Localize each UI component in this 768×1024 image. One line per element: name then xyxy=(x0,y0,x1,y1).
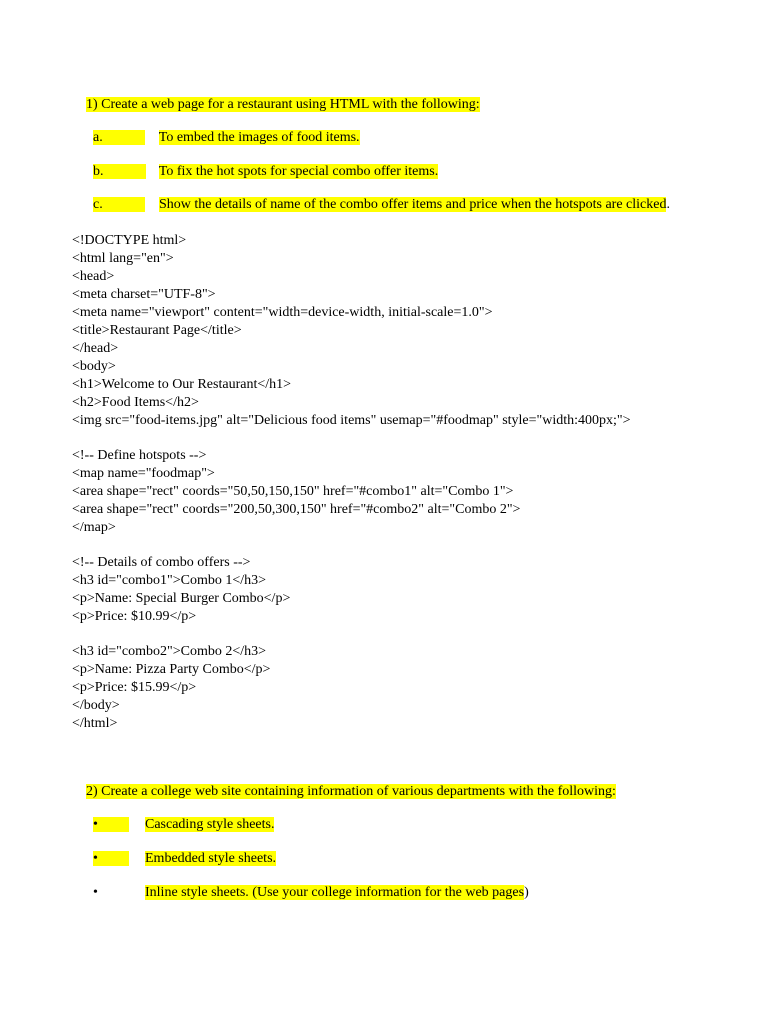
code-line: <p>Name: Pizza Party Combo</p> xyxy=(72,662,271,677)
code-line: <p>Name: Special Burger Combo</p> xyxy=(72,591,291,606)
list-item-trailing: ) xyxy=(524,885,529,900)
bullet-icon: • xyxy=(93,817,98,832)
list-marker-text: b. xyxy=(93,164,104,179)
code-line: <h3 id="combo1">Combo 1</h3> xyxy=(72,573,267,588)
list-item: Show the details of name of the combo offer items and price when the hotspots are clicked. xyxy=(159,197,670,212)
code-line: </body> xyxy=(72,698,120,713)
code-line: <head> xyxy=(72,269,115,284)
section1-heading-text: 1) Create a web page for a restaurant using HTML with the following: xyxy=(86,97,480,112)
list-item-trailing: . xyxy=(666,197,670,212)
list-item: To embed the images of food items. xyxy=(158,130,360,145)
code-line: <area shape="rect" coords="50,50,150,150" href="#combo1" alt="Combo 1"> xyxy=(72,484,514,499)
list-marker-text: a. xyxy=(93,130,103,145)
code-line: <html lang="en"> xyxy=(72,251,174,266)
code-line: <h3 id="combo2">Combo 2</h3> xyxy=(72,644,267,659)
list-marker-text: c. xyxy=(93,197,103,212)
list-marker xyxy=(72,178,145,232)
code-line: <!-- Details of combo offers --> xyxy=(72,555,251,570)
code-line: </html> xyxy=(72,716,118,731)
code-line: </head> xyxy=(72,341,119,356)
code-line: <body> xyxy=(72,359,116,374)
code-line: <area shape="rect" coords="200,50,300,150" href="#combo2" alt="Combo 2"> xyxy=(72,502,521,517)
code-line: <p>Price: $15.99</p> xyxy=(72,680,197,695)
section2-heading-text: 2) Create a college web site containing information of various departments with the following: xyxy=(86,784,616,799)
list-item: Inline style sheets. (Use your college information for the web pages) xyxy=(145,885,529,900)
code-line: <h1>Welcome to Our Restaurant</h1> xyxy=(72,377,292,392)
code-line: <title>Restaurant Page</title> xyxy=(72,323,242,338)
code-line: <h2>Food Items</h2> xyxy=(72,395,199,410)
code-line: <p>Price: $10.99</p> xyxy=(72,609,197,624)
bullet-icon: • xyxy=(93,885,98,900)
code-line: <meta charset="UTF-8"> xyxy=(72,287,216,302)
code-line: <!DOCTYPE html> xyxy=(72,233,187,248)
code-line: <map name="foodmap"> xyxy=(72,466,215,481)
bullet-marker xyxy=(72,866,98,920)
code-line: <img src="food-items.jpg" alt="Delicious food items" usemap="#foodmap" style="width:400px;"> xyxy=(72,413,631,428)
code-line: <!-- Define hotspots --> xyxy=(72,448,207,463)
code-line: <meta name="viewport" content="width=device-width, initial-scale=1.0"> xyxy=(72,305,493,320)
list-item: Cascading style sheets. xyxy=(145,817,275,832)
code-line: </map> xyxy=(72,520,116,535)
list-item: To fix the hot spots for special combo offer items. xyxy=(158,164,439,179)
list-item: Embedded style sheets. xyxy=(145,851,277,866)
bullet-icon: • xyxy=(93,851,98,866)
